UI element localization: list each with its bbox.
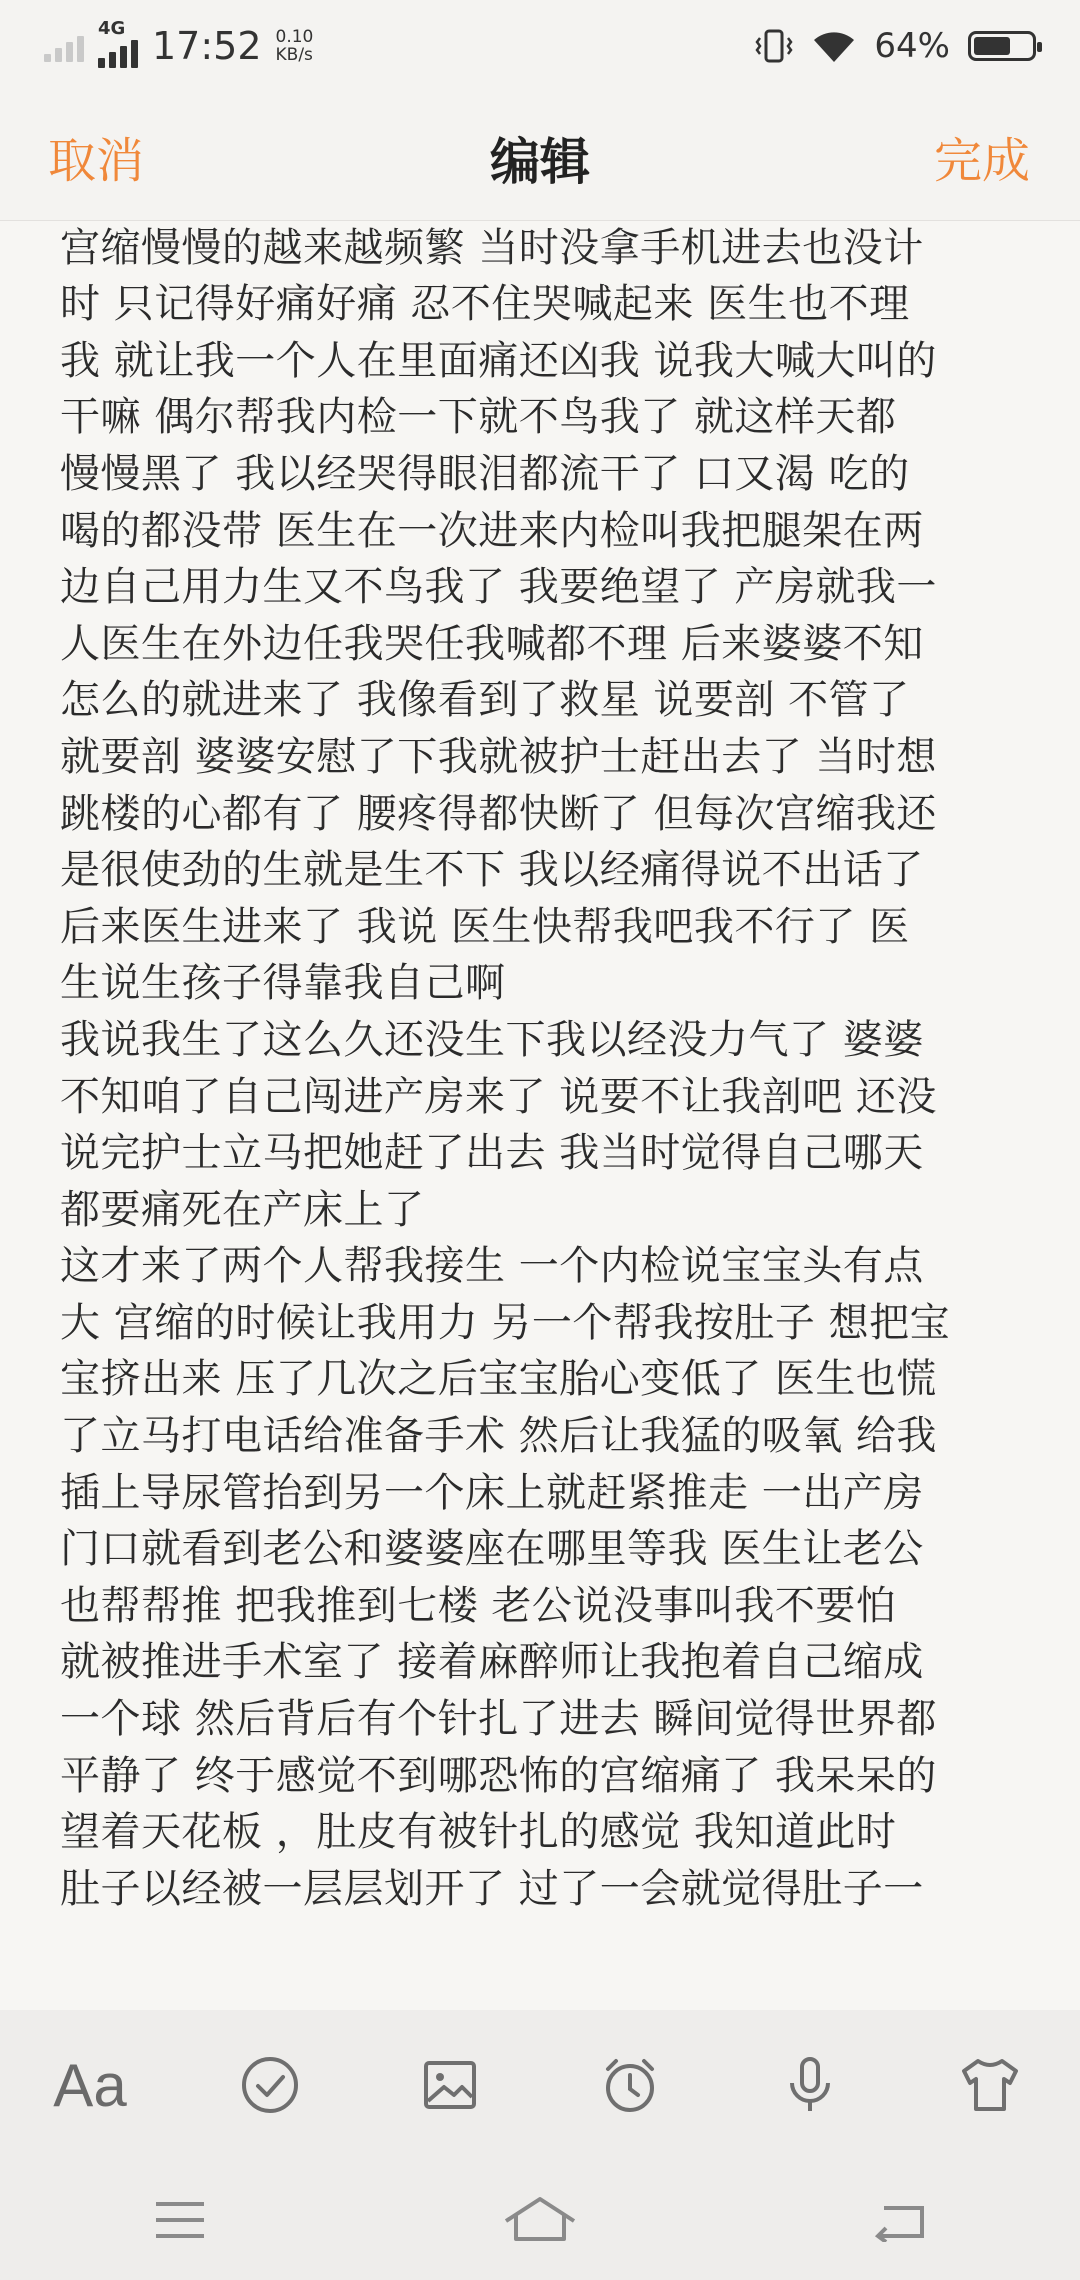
note-line: 平静了 终于感觉不到哪恐怖的宫缩痛了 我呆呆的 <box>60 1752 937 1799</box>
editor-toolbar <box>0 2010 1080 2160</box>
note-line: 是很使劲的生就是生不下 我以经痛得说不出话了 <box>60 847 924 894</box>
note-line: 望着天花板 ，肚皮有被针扎的感觉 我知道此时 <box>60 1809 897 1856</box>
status-right <box>754 18 1036 74</box>
shirt-icon <box>956 2053 1024 2117</box>
note-line: 后来医生进来了 我说 医生快帮我吧我不行了 医 <box>60 903 910 950</box>
menu-button[interactable] <box>120 2175 240 2265</box>
network-speed <box>276 28 314 64</box>
clock: 17:52 <box>152 24 262 68</box>
alarm-button[interactable] <box>575 2030 685 2140</box>
battery-icon <box>968 31 1036 61</box>
nav-bar <box>0 90 1080 221</box>
note-line: 边自己用力生又不鸟我了 我要绝望了 产房就我一 <box>60 564 937 611</box>
image-icon <box>418 2053 482 2117</box>
note-line: 肚子以经被一层层划开了 过了一会就觉得肚子一 <box>60 1865 924 1912</box>
note-line: 都要痛死在产床上了 <box>60 1186 425 1233</box>
note-line: 怎么的就进来了 我像看到了救星 说要剖 不管了 <box>60 677 910 724</box>
speed-value: 0.10 <box>275 27 314 47</box>
note-line: 这才来了两个人帮我接生 一个内检说宝宝头有点 <box>60 1243 924 1290</box>
status-bar <box>0 0 1080 90</box>
theme-button[interactable] <box>935 2030 1045 2140</box>
note-line: 干嘛 偶尔帮我内检一下就不鸟我了 就这样天都 <box>60 394 897 441</box>
menu-icon <box>152 2198 208 2242</box>
note-text[interactable] <box>60 221 1020 1917</box>
cancel-button[interactable]: 取消 <box>48 133 145 189</box>
battery-fill <box>974 37 1010 55</box>
note-line: 时 只记得好痛好痛 忍不住哭喊起来 医生也不理 <box>60 281 910 328</box>
note-line: 宫缩慢慢的越来越频繁 当时没拿手机进去也没计 <box>60 224 924 271</box>
back-icon <box>870 2198 930 2242</box>
format-button[interactable] <box>35 2030 145 2140</box>
note-line: 宝挤出来 压了几次之后宝宝胎心变低了 医生也慌 <box>60 1356 937 1403</box>
page-title: 编辑 <box>490 133 590 191</box>
battery-percent: 64% <box>874 26 950 66</box>
note-line: 跳楼的心都有了 腰疼得都快断了 但每次宫缩我还 <box>60 790 937 837</box>
note-line: 门口就看到老公和婆婆座在哪里等我 医生让老公 <box>60 1526 924 1573</box>
network-type: 4G <box>98 18 126 39</box>
signal-4g-icon <box>98 18 138 68</box>
note-line: 插上导尿管抬到另一个床上就赶紧推走 一出产房 <box>60 1469 924 1516</box>
vibrate-icon <box>754 26 794 66</box>
voice-button[interactable] <box>755 2030 865 2140</box>
home-icon <box>500 2195 580 2245</box>
system-nav-bar <box>0 2160 1080 2280</box>
wifi-icon <box>812 28 856 64</box>
note-line: 就要剖 婆婆安慰了下我就被护士赶出去了 当时想 <box>60 733 937 780</box>
format-icon: Aa <box>53 2051 127 2119</box>
note-line: 慢慢黑了 我以经哭得眼泪都流干了 口又渴 吃的 <box>60 450 910 497</box>
back-button[interactable] <box>840 2175 960 2265</box>
note-line: 一个球 然后背后有个针扎了进去 瞬间觉得世界都 <box>60 1696 937 1743</box>
home-button[interactable] <box>480 2175 600 2265</box>
alarm-icon <box>598 2053 662 2117</box>
image-button[interactable] <box>395 2030 505 2140</box>
note-line: 我说我生了这么久还没生下我以经没力气了 婆婆 <box>60 1016 924 1063</box>
checklist-icon <box>238 2053 302 2117</box>
note-line: 人医生在外边任我哭任我喊都不理 后来婆婆不知 <box>60 620 924 667</box>
note-editor[interactable] <box>0 221 1080 2011</box>
note-line: 我 就让我一个人在里面痛还凶我 说我大喊大叫的 <box>60 337 937 384</box>
note-line: 也帮帮推 把我推到七楼 老公说没事叫我不要怕 <box>60 1582 897 1629</box>
done-button[interactable]: 完成 <box>933 133 1030 189</box>
signal-weak-icon <box>44 30 84 62</box>
checklist-button[interactable] <box>215 2030 325 2140</box>
speed-unit: KB/s <box>275 45 313 65</box>
note-line: 就被推进手术室了 接着麻醉师让我抱着自己缩成 <box>60 1639 924 1686</box>
note-line: 不知咱了自己闯进产房来了 说要不让我剖吧 还没 <box>60 1073 937 1120</box>
status-left <box>44 18 313 74</box>
note-line: 了立马打电话给准备手术 然后让我猛的吸氧 给我 <box>60 1413 937 1460</box>
microphone-icon <box>778 2053 842 2117</box>
note-line: 喝的都没带 医生在一次进来内检叫我把腿架在两 <box>60 507 924 554</box>
note-line: 生说生孩子得靠我自己啊 <box>60 960 506 1007</box>
note-line: 说完护士立马把她赶了出去 我当时觉得自己哪天 <box>60 1130 924 1177</box>
note-line: 大 宫缩的时候让我用力 另一个帮我按肚子 想把宝 <box>60 1299 951 1346</box>
